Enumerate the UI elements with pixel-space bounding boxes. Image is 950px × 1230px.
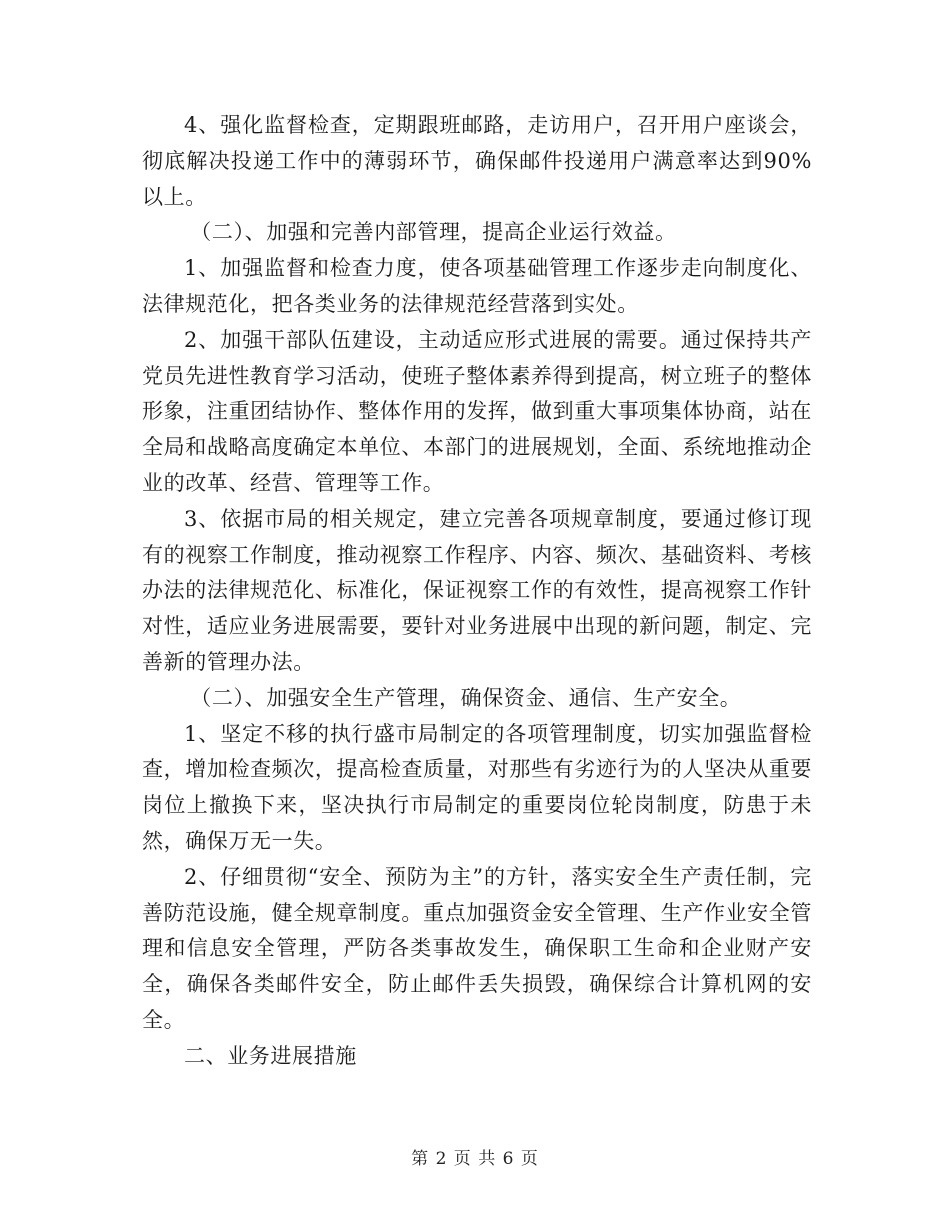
- section-heading-internal-management: （二）、加强和完善内部管理，提高企业运行效益。: [190, 220, 677, 245]
- paragraph-item-2-safety: 2、仔细贯彻“安全、预防为主”的方针，落实安全生产责任制，完善防范设施，健全规章制度。重点加强资金安全管理、生产作业安全管理和信息安全管理，严防各类事故发生，确保职工生命和企业财产安全，确保各类邮件安全，防止邮件丢失损毁，确保综合计算机网的安全。: [142, 864, 812, 1032]
- page-number-footer: 第 2 页 共 6 页: [411, 1149, 539, 1169]
- section-heading-safety-management: （二）、加强安全生产管理，确保资金、通信、生产安全。: [190, 685, 742, 710]
- paragraph-item-3-regulations: 3、依据市局的相关规定，建立完善各项规章制度，要通过修订现有的视察工作制度，推动视察工作程序、内容、频次、基础资料、考核办法的法律规范化、标准化，保证视察工作的有效性，提高视察工作针对性，适应业务进展需要，要针对业务进展中出现的新问题，制定、完善新的管理办法。: [142, 506, 812, 674]
- paragraph-item-1-inspection: 1、加强监督和检查力度，使各项基础管理工作逐步走向制度化、法律规范化，把各类业务的法律规范经营落到实处。: [142, 256, 812, 316]
- paragraph-item-2-cadre: 2、加强干部队伍建设，主动适应形式进展的需要。通过保持共产党员先进性教育学习活动，使班子整体素养得到提高，树立班子的整体形象，注重团结协作、整体作用的发挥，做到重大事项集体协商，站在全局和战略高度确定本单位、本部门的进展规划，全面、系统地推动企业的改革、经营、管理等工作。: [142, 327, 812, 495]
- paragraph-item-4-supervision: 4、强化监督检查，定期跟班邮路，走访用户，召开用户座谈会，彻底解决投递工作中的薄弱环节，确保邮件投递用户满意率达到90%以上。: [142, 113, 812, 209]
- document-body: [142, 108, 812, 1075]
- section-heading-business-measures: 二、业务进展措施: [184, 1043, 357, 1068]
- paragraph-item-1-rules: 1、坚定不移的执行盛市局制定的各项管理制度，切实加强监督检查，增加检查频次，提高检查质量，对那些有劣迹行为的人坚决从重要岗位上撤换下来，坚决执行市局制定的重要岗位轮岗制度，防患于未然，确保万无一失。: [142, 721, 812, 853]
